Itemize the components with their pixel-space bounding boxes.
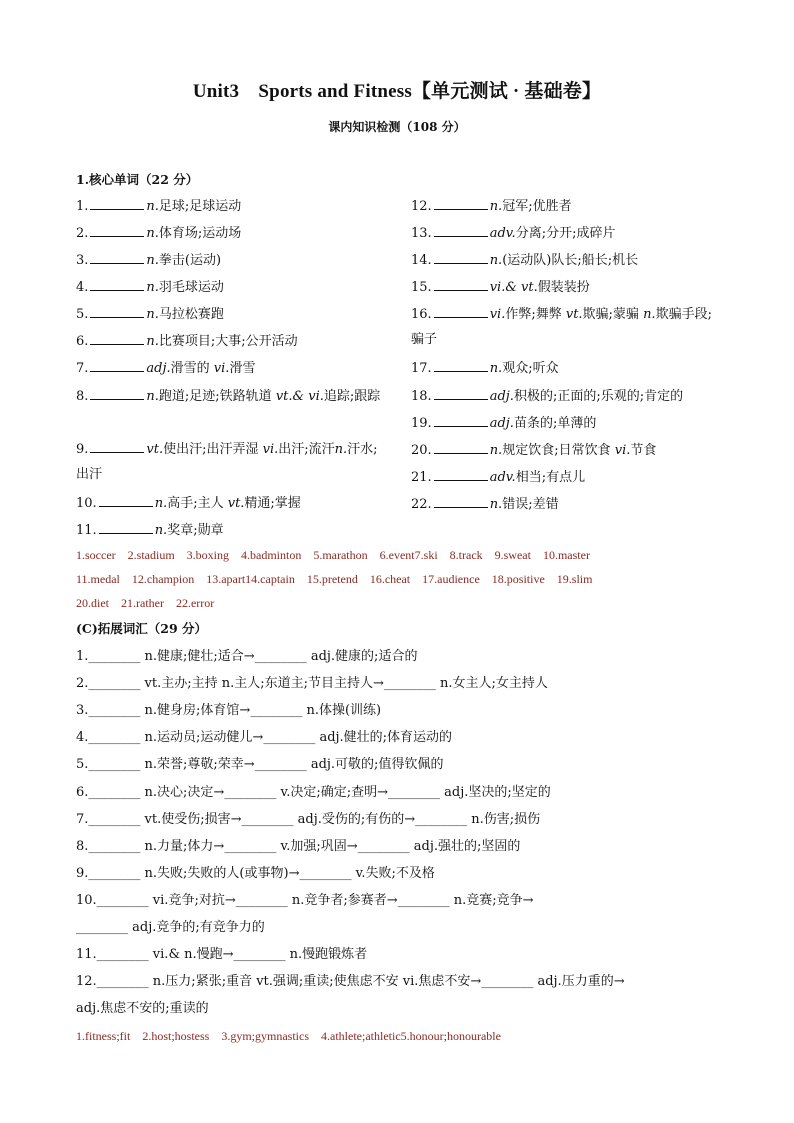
answer-line [76,1029,513,1044]
part-of-speech: vt. [565,307,583,322]
part-of-speech: vt.& vi. [275,389,324,404]
part-of-speech: n. [146,226,159,241]
answer-blank [90,304,144,318]
answer-blank [434,223,488,237]
vocab-item [411,440,656,460]
answer-blank [99,493,153,507]
answer-blank [434,277,488,291]
definition: 奖章;勋章 [167,523,224,538]
answer-blank [434,196,488,210]
vocab-item [411,358,559,378]
extension-item: 1.________ n.健康;健壮;适合→________ adj.健康的;适合的 [76,649,418,664]
answer-blank [90,358,144,372]
item-number: 5. [76,307,89,322]
definition: 分离;分开;成碎片 [515,226,616,241]
vocab-item [76,439,378,459]
definition: 足球;足球运动 [158,199,242,214]
answer-blank [434,494,488,508]
answer-line [76,572,604,587]
part-of-speech: adj. [146,361,171,376]
part-of-speech: n. [146,280,159,295]
answer-key: 18.positive [491,572,545,586]
definition: 跑道;足迹;铁路轨道 [158,389,276,404]
vocab-item [411,386,683,406]
definition: 欺骗手段; [655,307,712,322]
answer-line [76,548,602,563]
vocab-item [76,223,241,243]
vocab-item [76,386,380,406]
part-of-speech: n. [146,199,159,214]
answer-key: 6.event7.ski [379,548,438,562]
part-of-speech: n. [146,334,159,349]
answer-blank [434,250,488,264]
vocab-item [411,196,572,216]
definition: 出汗;流汗 [278,442,335,457]
definition: (运动队)队长;船长;机长 [502,253,639,268]
answer-blank [90,439,144,453]
section2-heading: (C)拓展词汇（29 分） [76,621,208,636]
answer-line [76,596,226,611]
answer-key: 13.apart14.captain [206,572,295,586]
item-number: 13. [411,226,432,241]
definition: 冠军;优胜者 [502,199,572,214]
vocab-item [76,331,298,351]
vocab-item [411,223,615,243]
item-number: 22. [411,497,432,512]
definition: 马拉松赛跑 [158,307,224,322]
extension-item: 11.________ vi.& n.慢跑→________ n.慢跑锻炼者 [76,947,368,962]
part-of-speech: n. [489,199,503,214]
answer-key: 20.diet [76,596,109,610]
extension-item: 5.________ n.荣誉;尊敬;荣幸→________ adj.可敬的;值得钦佩的 [76,757,444,772]
answer-key: 10.master [542,548,590,562]
part-of-speech: vt. [146,442,164,457]
answer-key: 21.rather [121,596,164,610]
definition: 羽毛球运动 [158,280,224,295]
item-number: 19. [411,416,432,431]
answer-blank [434,467,488,481]
answer-blank [90,386,144,400]
answer-key: 19.slim [556,572,593,586]
answer-key: 9.sweat [494,548,531,562]
answer-blank [434,358,488,372]
part-of-speech: adv. [489,226,516,241]
item-number: 10. [76,496,97,511]
definition: 拳击(运动) [158,253,222,268]
part-of-speech: vi. [489,307,506,322]
extension-item: ________ adj.竞争的;有竞争力的 [76,920,265,935]
answer-blank [434,440,488,454]
definition-continued: 出汗 [76,467,103,482]
answer-key: 2.host;hostess [142,1029,210,1043]
part-of-speech: n. [489,497,503,512]
answer-blank [99,520,153,534]
extension-item: 3.________ n.健身房;体育馆→________ n.体操(训练) [76,703,382,718]
extension-item: 9.________ n.失败;失败的人(或事物)→________ v.失败;不及格 [76,866,435,881]
vocab-item [411,494,559,514]
item-number: 7. [76,361,89,376]
item-number: 17. [411,361,432,376]
page-subtitle: 课内知识检测（108 分） [328,120,466,134]
answer-key: 1.soccer [76,548,116,562]
item-number: 16. [411,307,432,322]
part-of-speech: adj. [489,416,514,431]
part-of-speech: vi. [614,443,631,458]
definition: 作弊;舞弊 [505,307,566,322]
part-of-speech: adv. [489,470,516,485]
item-number: 1. [76,199,89,214]
extension-item: 4.________ n.运动员;运动健儿→________ adj.健壮的;体育运动的 [76,730,453,745]
part-of-speech: n. [489,361,503,376]
answer-blank [90,196,144,210]
extension-item: adj.焦虑不安的;重读的 [76,1001,209,1016]
vocab-item [411,277,590,297]
answer-key: 17.audience [422,572,480,586]
part-of-speech: n. [643,307,656,322]
answer-blank [90,331,144,345]
answer-blank [434,413,488,427]
extension-item: 6.________ n.决心;决定→________ v.决定;确定;查明→________ adj.坚决的;坚定的 [76,785,551,800]
vocab-item [76,520,224,540]
definition: 假装装扮 [537,280,590,295]
part-of-speech: n. [146,307,159,322]
definition: 观众;听众 [502,361,559,376]
item-number: 4. [76,280,89,295]
definition: 追踪;跟踪 [323,389,381,404]
vocab-item [411,413,596,433]
definition: 节食 [630,443,657,458]
answer-key: 16.cheat [369,572,411,586]
answer-key: 11.medal [76,572,120,586]
answer-blank [90,223,144,237]
part-of-speech: n. [154,496,168,511]
part-of-speech: vi. [213,361,230,376]
extension-item: 7.________ vt.使受伤;损害→________ adj.受伤的;有伤的→________ n.伤害;损伤 [76,812,541,827]
vocab-item [76,304,224,324]
part-of-speech: vi.& vt. [489,280,538,295]
part-of-speech: n. [154,523,168,538]
definition: 汗水; [347,442,378,457]
extension-item: 2.________ vt.主办;主持 n.主人;东道主;节目主持人→________ n.女主人;女主持人 [76,676,548,691]
vocab-item [411,250,638,270]
page-title: Unit3 Sports and Fitness【单元测试 · 基础卷】 [192,81,602,102]
answer-key: 8.track [449,548,483,562]
vocab-item [411,304,712,324]
extension-item: 8.________ n.力量;体力→________ v.加强;巩固→________ adj.强壮的;坚固的 [76,839,521,854]
vocab-item [76,196,241,216]
answer-blank [90,250,144,264]
answer-key: 2.stadium [127,548,175,562]
answer-key: 3.boxing [186,548,229,562]
definition: 滑雪 [229,361,256,376]
part-of-speech: adj. [489,389,514,404]
answer-key: 5.marathon [313,548,368,562]
definition: 积极的;正面的;乐观的;肯定的 [513,389,684,404]
extension-item: 12.________ n.压力;紧张;重音 vt.强调;重读;使焦虑不安 vi.焦虑不安→________ adj.压力重的→ [76,974,625,989]
vocab-item [76,277,224,297]
definition: 相当;有点儿 [515,470,586,485]
definition: 欺骗;蒙骗 [582,307,644,322]
answer-key: 4.badminton [241,548,302,562]
item-number: 6. [76,334,89,349]
definition: 苗条的;单薄的 [513,416,597,431]
vocab-item [411,467,585,487]
part-of-speech: n. [146,253,159,268]
vocab-item [76,358,255,378]
answer-key: 22.error [175,596,215,610]
answer-blank [434,386,488,400]
answer-key: 15.pretend [306,572,358,586]
section1-heading: 1.核心单词（22 分） [76,172,199,187]
definition-continued: 骗子 [411,332,438,347]
extension-item: 10.________ vi.竞争;对抗→________ n.竞争者;参赛者→________ n.竞赛;竞争→ [76,893,534,908]
definition: 高手;主人 [167,496,228,511]
part-of-speech: n. [489,253,503,268]
answer-blank [434,304,488,318]
item-number: 14. [411,253,432,268]
vocab-item [76,493,301,513]
item-number: 9. [76,442,89,457]
definition: 体育场;运动场 [158,226,242,241]
definition: 错误;差错 [502,497,559,512]
item-number: 18. [411,389,432,404]
item-number: 2. [76,226,89,241]
answer-key: 1.fitness;fit [76,1029,131,1043]
item-number: 3. [76,253,89,268]
part-of-speech: n. [334,442,348,457]
vocab-item [76,250,221,270]
part-of-speech: vt. [227,496,245,511]
item-number: 8. [76,389,89,404]
part-of-speech: vi. [262,442,279,457]
definition: 滑雪的 [170,361,214,376]
item-number: 15. [411,280,432,295]
part-of-speech: n. [146,389,159,404]
definition: 使出汗;出汗弄湿 [163,442,263,457]
item-number: 21. [411,470,432,485]
definition: 规定饮食;日常饮食 [502,443,615,458]
answer-key: 12.champion [131,572,195,586]
answer-key: 3.gym;gymnastics [221,1029,310,1043]
answer-key: 4.athlete;athletic5.honour;honourable [321,1029,501,1043]
definition: 精通;掌握 [244,496,301,511]
item-number: 11. [76,523,97,538]
definition: 比赛项目;大事;公开活动 [158,334,298,349]
item-number: 12. [411,199,432,214]
item-number: 20. [411,443,432,458]
part-of-speech: n. [489,443,503,458]
answer-blank [90,277,144,291]
